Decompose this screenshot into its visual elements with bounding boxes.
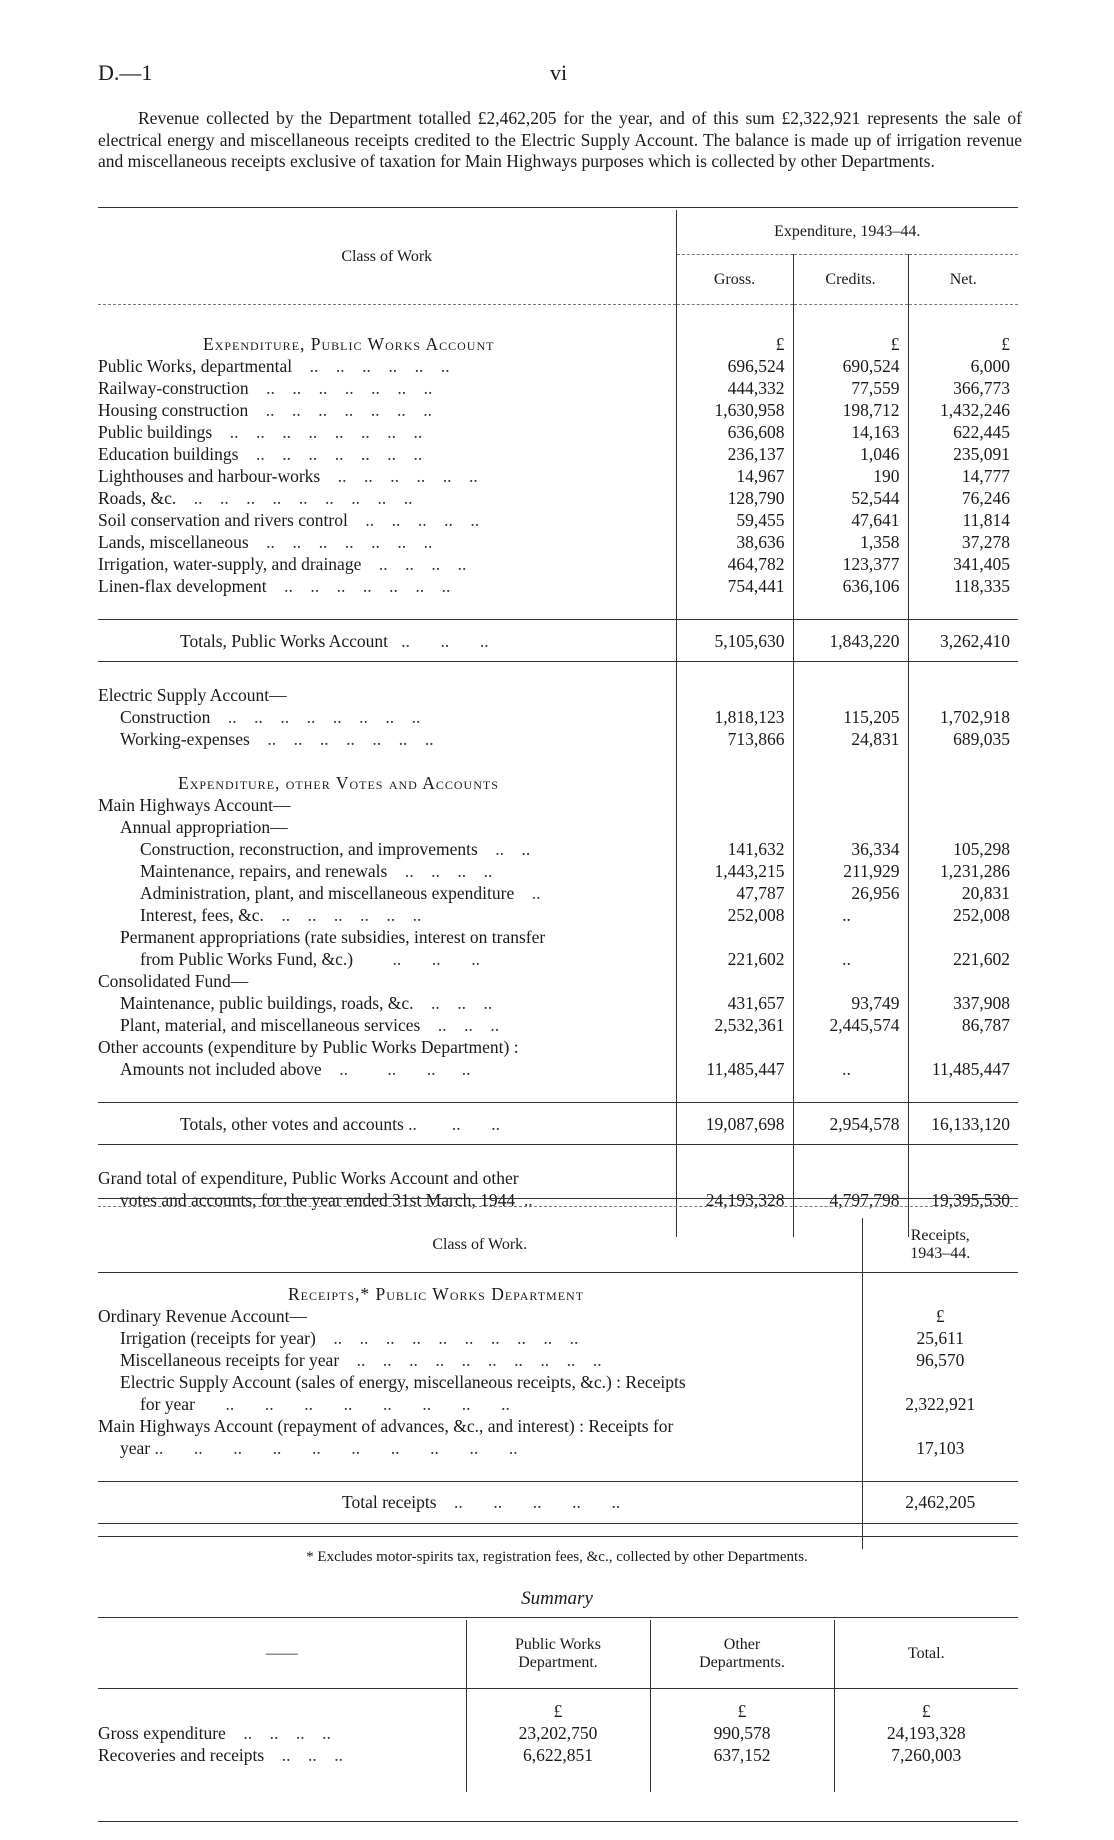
gross-value: 47,787 <box>676 882 793 904</box>
table-row: Railway-construction .. .. .. .. .. .. .. 444,332 77,559 366,773 <box>98 377 1018 399</box>
receipts-value: 2,322,921 <box>862 1393 1018 1415</box>
gross-value: 431,657 <box>676 992 793 1014</box>
gross-value: 19,087,698 <box>676 1103 793 1145</box>
row-label: for year <box>140 1393 195 1414</box>
col-public-works-department <box>466 1620 650 1688</box>
credits-value: 47,641 <box>793 509 908 531</box>
credits-value: 2,954,578 <box>793 1103 908 1145</box>
col-class-of-work: Class of Work <box>341 248 433 265</box>
col-other-departments <box>650 1620 834 1688</box>
credits-value: 2,445,574 <box>793 1014 908 1036</box>
credits-value: 636,106 <box>793 575 908 597</box>
currency-symbol: £ <box>908 333 1018 355</box>
table-row: Recoveries and receipts .. .. .. 6,622,851 637,152 7,260,003 <box>98 1744 1018 1766</box>
main-highways-receipts-row: year .. .. .. .. .. .. .. .. .. .. 17,103 <box>98 1437 1018 1459</box>
table-row: Public Works, departmental .. .. .. .. .. .. 696,524 690,524 6,000 <box>98 355 1018 377</box>
row-label: from Public Works Fund, &c.) <box>140 949 354 969</box>
gross-value: 11,485,447 <box>676 1058 793 1080</box>
page-ref: D.—1 <box>98 60 153 85</box>
table-row: Administration, plant, and miscellaneous expenditure .. 47,787 26,956 20,831 <box>98 882 1018 904</box>
permanent-appropriations-line1: Permanent appropriations (rate subsidies, interest on transfer <box>120 927 546 947</box>
row-label: Roads, &c. <box>98 488 177 508</box>
row-label: Recoveries and receipts <box>98 1745 265 1765</box>
col-class-of-work: Class of Work. <box>98 1218 862 1273</box>
gross-value: 713,866 <box>676 728 793 750</box>
electric-supply-heading: Electric Supply Account— <box>98 685 287 705</box>
table-row: Linen-flax development .. .. .. .. .. .. .. 754,441 636,106 118,335 <box>98 575 1018 597</box>
net-value: 252,008 <box>908 904 1018 926</box>
other-value: 637,152 <box>650 1744 834 1766</box>
totals-public-works-row: Totals, Public Works Account .. .. .. 5,105,630 1,843,220 3,262,410 <box>98 620 1018 662</box>
page-number: vi <box>550 60 568 85</box>
table-row: Maintenance, repairs, and renewals .. .. .. .. 1,443,215 211,929 1,231,286 <box>98 860 1018 882</box>
main-highways-heading: Main Highways Account— <box>98 795 291 815</box>
row-label: Working-expenses <box>120 729 250 749</box>
credits-value: 4,797,798 <box>793 1189 908 1211</box>
net-value: 19,395,530 <box>908 1189 1018 1211</box>
section-receipts: Receipts,* Public Works Department <box>288 1283 585 1304</box>
total-value: 7,260,003 <box>834 1744 1018 1766</box>
credits-value: 190 <box>793 465 908 487</box>
net-value: 6,000 <box>908 355 1018 377</box>
row-label: Interest, fees, &c. <box>140 905 264 925</box>
net-value: 11,814 <box>908 509 1018 531</box>
net-value: 16,133,120 <box>908 1103 1018 1145</box>
pwd-value: 6,622,851 <box>466 1744 650 1766</box>
credits-value: 77,559 <box>793 377 908 399</box>
col-expenditure-group: Expenditure, 1943–44. <box>676 210 1018 255</box>
credits-value: 1,843,220 <box>793 620 908 662</box>
col-credits: Credits. <box>793 255 908 305</box>
row-label: Total receipts <box>342 1492 437 1512</box>
credits-value: 26,956 <box>793 882 908 904</box>
credits-value: 690,524 <box>793 355 908 377</box>
receipts-value: 25,611 <box>862 1327 1018 1349</box>
col-receipts-line1: Receipts, <box>910 1227 970 1244</box>
electric-supply-receipts-line1: Electric Supply Account (sales of energy, miscellaneous receipts, &c.) : Receipts <box>120 1371 686 1392</box>
gross-value: 24,193,328 <box>676 1189 793 1211</box>
net-value: 622,445 <box>908 421 1018 443</box>
table-row: Irrigation, water-supply, and drainage .. .. .. .. 464,782 123,377 341,405 <box>98 553 1018 575</box>
net-value: 76,246 <box>908 487 1018 509</box>
net-value: 337,908 <box>908 992 1018 1014</box>
credits-value: .. <box>793 948 908 970</box>
table-row: Lighthouses and harbour-works .. .. .. .. .. .. 14,967 190 14,777 <box>98 465 1018 487</box>
gross-value: 141,632 <box>676 838 793 860</box>
credits-value: 14,163 <box>793 421 908 443</box>
table-row: Miscellaneous receipts for year .. .. .. .. .. .. .. .. .. .. 96,570 <box>98 1349 1018 1371</box>
row-label: Housing construction <box>98 400 249 420</box>
currency-symbol: £ <box>793 333 908 355</box>
credits-value: 52,544 <box>793 487 908 509</box>
row-label: Totals, Public Works Account <box>180 630 389 651</box>
table-row: Plant, material, and miscellaneous services .. .. .. 2,532,361 2,445,574 86,787 <box>98 1014 1018 1036</box>
col-pwd-line2: Department. <box>518 1653 598 1671</box>
gross-value: 444,332 <box>676 377 793 399</box>
currency-symbol: £ <box>676 333 793 355</box>
table-row: Public buildings .. .. .. .. .. .. .. .. 636,608 14,163 622,445 <box>98 421 1018 443</box>
credits-value: 36,334 <box>793 838 908 860</box>
currency-symbol: £ <box>862 1305 1018 1327</box>
grand-total-row: votes and accounts, for the year ended 31st March, 1944 .. 24,193,328 4,797,798 19,395,530 <box>98 1189 1018 1211</box>
net-value: 1,432,246 <box>908 399 1018 421</box>
total-value: 24,193,328 <box>834 1722 1018 1744</box>
net-value: 118,335 <box>908 575 1018 597</box>
row-label: Education buildings <box>98 444 239 464</box>
summary-table <box>98 1620 1018 1792</box>
credits-value: 1,046 <box>793 443 908 465</box>
gross-value: 252,008 <box>676 904 793 926</box>
row-label: Railway-construction <box>98 378 249 398</box>
receipts-value: 2,462,205 <box>862 1481 1018 1523</box>
net-value: 341,405 <box>908 553 1018 575</box>
pwd-value: 23,202,750 <box>466 1722 650 1744</box>
net-value: 11,485,447 <box>908 1058 1018 1080</box>
gross-value: 754,441 <box>676 575 793 597</box>
table-row: Education buildings .. .. .. .. .. .. .. 236,137 1,046 235,091 <box>98 443 1018 465</box>
row-label: Maintenance, repairs, and renewals <box>140 861 388 881</box>
gross-value: 38,636 <box>676 531 793 553</box>
gross-value: 1,818,123 <box>676 706 793 728</box>
row-label: Soil conservation and rivers control <box>98 510 348 530</box>
col-receipts-line2: 1943–44. <box>910 1245 971 1262</box>
credits-value: 24,831 <box>793 728 908 750</box>
totals-other-votes-row: Totals, other votes and accounts .. .. .. 19,087,698 2,954,578 16,133,120 <box>98 1103 1018 1145</box>
net-value: 14,777 <box>908 465 1018 487</box>
gross-value: 1,443,215 <box>676 860 793 882</box>
table-row: Lands, miscellaneous .. .. .. .. .. .. .. 38,636 1,358 37,278 <box>98 531 1018 553</box>
total-receipts-row: Total receipts .. .. .. .. .. 2,462,205 <box>98 1481 1018 1523</box>
table-row: Soil conservation and rivers control .. .. .. .. .. 59,455 47,641 11,814 <box>98 509 1018 531</box>
permanent-appropriations-row: from Public Works Fund, &c.) .. .. .. 221,602 .. 221,602 <box>98 948 1018 970</box>
currency-symbol: £ <box>650 1688 834 1722</box>
row-label: Plant, material, and miscellaneous services <box>120 1015 421 1035</box>
receipts-value: 17,103 <box>862 1437 1018 1459</box>
col-blank: —— <box>98 1620 466 1688</box>
row-label: Irrigation (receipts for year) <box>120 1327 316 1348</box>
table-row: Maintenance, public buildings, roads, &c. .. .. .. 431,657 93,749 337,908 <box>98 992 1018 1014</box>
ordinary-revenue-heading: Ordinary Revenue Account— <box>98 1305 307 1326</box>
credits-value: 115,205 <box>793 706 908 728</box>
gross-value: 128,790 <box>676 487 793 509</box>
col-pwd-line1: Public Works <box>515 1635 601 1653</box>
col-receipts <box>862 1218 1018 1273</box>
col-gross: Gross. <box>676 255 793 305</box>
row-label: Lands, miscellaneous <box>98 532 249 552</box>
row-label: Public Works, departmental <box>98 356 293 376</box>
table-row: Irrigation (receipts for year) .. .. .. .. .. .. .. .. .. .. 25,611 <box>98 1327 1018 1349</box>
credits-value: .. <box>793 1058 908 1080</box>
grand-total-line1: Grand total of expenditure, Public Works Account and other <box>98 1168 519 1188</box>
gross-value: 1,630,958 <box>676 399 793 421</box>
row-label: Miscellaneous receipts for year <box>120 1349 340 1370</box>
gross-value: 59,455 <box>676 509 793 531</box>
consolidated-fund-heading: Consolidated Fund— <box>98 971 249 991</box>
net-value: 86,787 <box>908 1014 1018 1036</box>
net-value: 20,831 <box>908 882 1018 904</box>
credits-value: 211,929 <box>793 860 908 882</box>
table-row: Roads, &c. .. .. .. .. .. .. .. .. .. 128,790 52,544 76,246 <box>98 487 1018 509</box>
table-row: Interest, fees, &c. .. .. .. .. .. .. 252,008 .. 252,008 <box>98 904 1018 926</box>
summary-title: Summary <box>521 1588 593 1609</box>
net-value: 235,091 <box>908 443 1018 465</box>
table-row: Housing construction .. .. .. .. .. .. .. 1,630,958 198,712 1,432,246 <box>98 399 1018 421</box>
credits-value: 123,377 <box>793 553 908 575</box>
row-label: Irrigation, water-supply, and drainage <box>98 554 362 574</box>
row-label: Amounts not included above <box>120 1059 322 1079</box>
row-label: Administration, plant, and miscellaneous expenditure <box>140 883 515 903</box>
receipts-table <box>98 1218 1018 1549</box>
receipts-value: 96,570 <box>862 1349 1018 1371</box>
electric-supply-receipts-row: for year .. .. .. .. .. .. .. .. 2,322,921 <box>98 1393 1018 1415</box>
gross-value: 2,532,361 <box>676 1014 793 1036</box>
credits-value: 198,712 <box>793 399 908 421</box>
gross-value: 636,608 <box>676 421 793 443</box>
expenditure-table <box>98 210 1018 1237</box>
row-label: Construction <box>120 707 211 727</box>
other-accounts-heading: Other accounts (expenditure by Public Works Department) : <box>98 1037 519 1057</box>
row-label: Gross expenditure <box>98 1723 226 1743</box>
row-label: votes and accounts, for the year ended 31st March, 1944 <box>120 1190 516 1210</box>
net-value: 689,035 <box>908 728 1018 750</box>
footnote: * Excludes motor-spirits tax, registration fees, &c., collected by other Departments. <box>306 1549 808 1565</box>
net-value: 37,278 <box>908 531 1018 553</box>
col-net: Net. <box>908 255 1018 305</box>
col-other-line2: Departments. <box>699 1653 785 1671</box>
annual-appropriation-heading: Annual appropriation— <box>120 817 288 837</box>
net-value: 1,231,286 <box>908 860 1018 882</box>
row-label: Maintenance, public buildings, roads, &c. <box>120 993 414 1013</box>
table-row: Construction .. .. .. .. .. .. .. .. 1,818,123 115,205 1,702,918 <box>98 706 1018 728</box>
credits-value: .. <box>793 904 908 926</box>
net-value: 366,773 <box>908 377 1018 399</box>
row-label: Totals, other votes and accounts <box>180 1113 404 1134</box>
table-row: Gross expenditure .. .. .. .. 23,202,750 990,578 24,193,328 <box>98 1722 1018 1744</box>
gross-value: 5,105,630 <box>676 620 793 662</box>
gross-value: 221,602 <box>676 948 793 970</box>
gross-value: 236,137 <box>676 443 793 465</box>
credits-value: 1,358 <box>793 531 908 553</box>
row-label: Linen-flax development <box>98 576 267 596</box>
row-label: year <box>120 1437 151 1458</box>
currency-symbol: £ <box>466 1688 650 1722</box>
net-value: 1,702,918 <box>908 706 1018 728</box>
section-public-works-account: Expenditure, Public Works Account <box>203 334 495 354</box>
section-other-votes: Expenditure, other Votes and Accounts <box>178 773 499 793</box>
intro-paragraph: Revenue collected by the Department totalled £2,462,205 for the year, and of this sum £2,322,921 represents the sale of electrical energy and miscellaneous receipts credited to the Electric Supply Account. The balance is made up of irrigation revenue and miscellaneous receipts exclusive of taxation for Main Highways purposes which is collected by other Departments. <box>98 108 1022 171</box>
net-value: 221,602 <box>908 948 1018 970</box>
row-label: Lighthouses and harbour-works <box>98 466 321 486</box>
amounts-not-included-row: Amounts not included above .. .. .. .. 11,485,447 .. 11,485,447 <box>98 1058 1018 1080</box>
table-row: Working-expenses .. .. .. .. .. .. .. 713,866 24,831 689,035 <box>98 728 1018 750</box>
table-row: Construction, reconstruction, and improvements .. .. 141,632 36,334 105,298 <box>98 838 1018 860</box>
col-other-line1: Other <box>723 1635 761 1653</box>
net-value: 3,262,410 <box>908 620 1018 662</box>
col-total: Total. <box>834 1620 1018 1688</box>
gross-value: 464,782 <box>676 553 793 575</box>
net-value: 105,298 <box>908 838 1018 860</box>
gross-value: 14,967 <box>676 465 793 487</box>
row-label: Public buildings <box>98 422 213 442</box>
credits-value: 93,749 <box>793 992 908 1014</box>
gross-value: 696,524 <box>676 355 793 377</box>
other-value: 990,578 <box>650 1722 834 1744</box>
main-highways-receipts-line1: Main Highways Account (repayment of advances, &c., and interest) : Receipts for <box>98 1415 674 1436</box>
row-label: Construction, reconstruction, and improvements <box>140 839 478 859</box>
currency-symbol: £ <box>834 1688 1018 1722</box>
